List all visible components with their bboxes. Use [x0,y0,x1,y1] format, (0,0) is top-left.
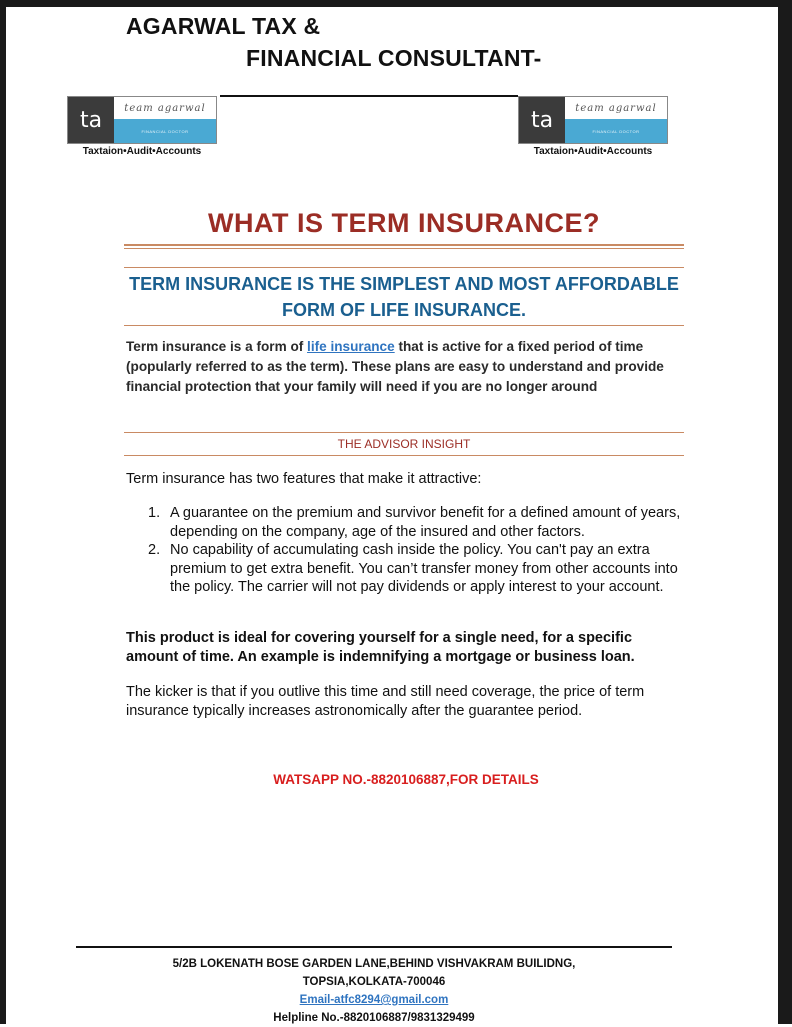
logo-script: team agarwal [114,97,216,119]
logo-script: team agarwal [565,97,667,119]
list-number: 1. [148,505,161,521]
footer-address-line2: TOPSIA,KOLKATA-700046 [302,976,446,988]
logo-left [67,96,217,157]
subtitle-line1: TERM INSURANCE IS THE SIMPLEST AND MOST AFFORDABLE [129,274,679,294]
subtitle-rule-top [124,267,684,268]
subtitle-rule-bottom [124,325,684,326]
footer-rule [76,946,672,948]
kicker-paragraph: The kicker is that if you outlive this time and still need coverage, the price of term insurance typically increases astronomically after the guarantee period. [126,684,645,719]
list-text: A guarantee on the premium and survivor benefit for a defined amount of years, depending on the company, age of the insured and other factors. [170,505,681,540]
life-insurance-link[interactable]: life insurance [307,339,395,354]
logo-tagline: FINANCIAL DOCTOR [114,119,216,143]
footer [76,955,672,1027]
logo-caption: Taxtaion•Audit•Accounts [82,146,202,157]
company-name-line1: AGARWAL TAX & [126,13,321,39]
subtitle-line2: FORM OF LIFE INSURANCE. [282,300,526,320]
subtitle [124,271,684,323]
logo-caption: Taxtaion•Audit•Accounts [533,146,653,157]
logo-initials: ta [68,97,114,143]
logo-box [67,96,217,144]
footer-helpline: Helpline No.-8820106887/9831329499 [273,1012,475,1024]
intro-text-start: Term insurance is a form of [126,339,308,354]
advisor-rule-bottom [124,455,684,456]
right-border [778,0,792,1024]
logo-box [518,96,668,144]
advisor-rule-top [124,432,684,433]
intro-paragraph [126,337,686,397]
header-underline [220,95,518,97]
page-title: WHAT IS TERM INSURANCE? [208,208,600,238]
features-lead: Term insurance has two features that make it attractive: [126,471,482,487]
title-rule [124,244,684,246]
ideal-use-paragraph: This product is ideal for covering yourself for a single need, for a specific amount of time. An example is indemnifying a mortgage or business loan. [126,630,635,665]
logo-initials: ta [519,97,565,143]
list-text: No capability of accumulating cash inside the policy. You can't pay an extra premium to get extra benefit. You can’t transfer money from other accounts into the policy. The carrier will not pay dividends or apply interest to your account. [170,542,678,595]
logo-tagline: FINANCIAL DOCTOR [565,119,667,143]
advisor-heading: THE ADVISOR INSIGHT [337,437,471,451]
top-border [0,0,792,7]
list-item [148,504,688,541]
title-rule-thin [124,248,684,249]
intro-text-end: that is active for a fixed period of time (popularly referred to as the term). These plans are easy to understand and provide financial protection that your family will need if you are no longer around [126,339,664,394]
company-name-line2: FINANCIAL CONSULTANT- [246,45,542,71]
left-border [0,0,6,1024]
footer-address-line1: 5/2B LOKENATH BOSE GARDEN LANE,BEHIND VISHVAKRAM BUILIDNG, [172,958,576,970]
whatsapp-contact: WATSAPP NO.-8820106887,FOR DETAILS [273,772,539,787]
features-list [148,504,688,597]
email-link[interactable]: Email-atfc8294@gmail.com [299,994,449,1006]
list-number: 2. [148,542,161,558]
list-item [148,541,688,597]
logo-right [518,96,668,157]
